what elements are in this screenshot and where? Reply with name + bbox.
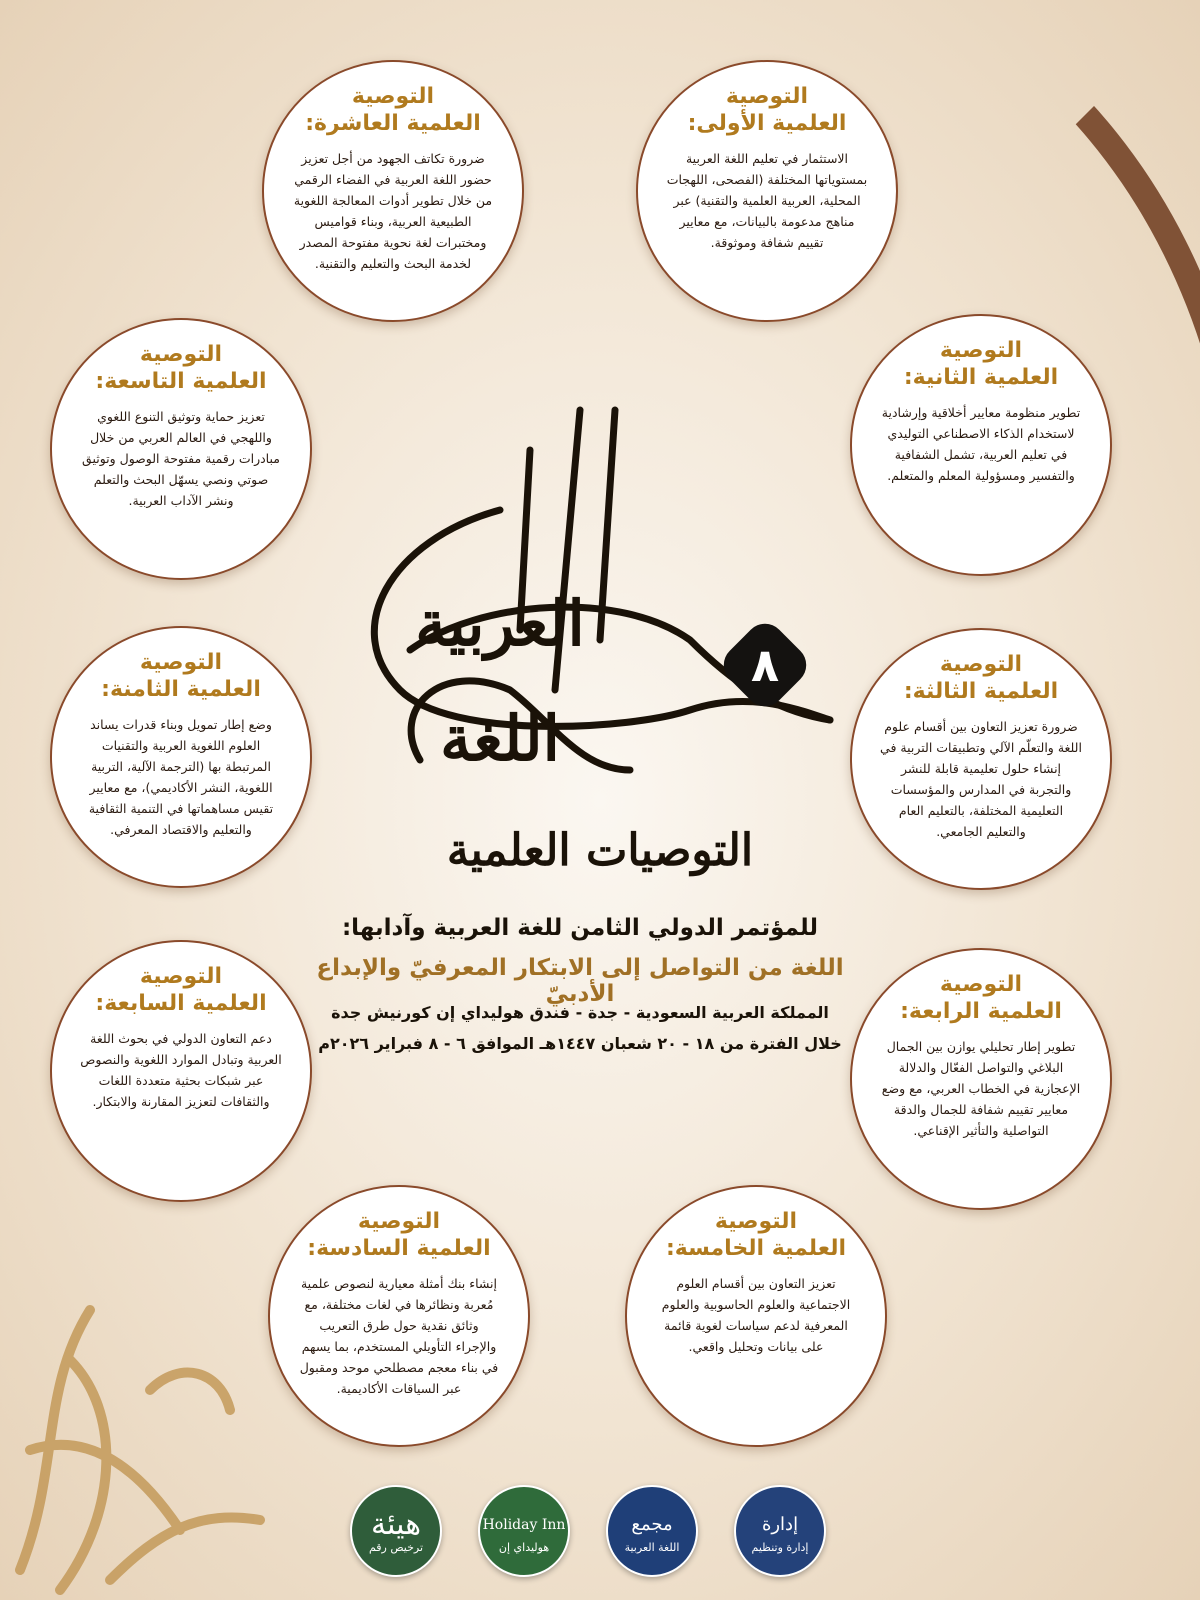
recommendation-body: وضع إطار تمويل وبناء قدرات يساند العلوم اللغوية العربية والتقنيات المرتبطة بها (الترجمة الآلية، التربية اللغوية، النشر الأكاديمي)، مع معايير تقيس مساهماتها في التنمية الثقافية والتعليم والاقتصاد المعرفي. [88,717,274,837]
recommendation-title: العلمية التاسعة: [95,369,267,394]
edition-number-badge [715,615,815,715]
recommendation-body: تعزيز التعاون بين أقسام العلوم الاجتماعية والعلوم الحاسوبية والعلوم المعرفية لدعم سياسات لغوية قائمة على بيانات وتحليل واقعي. [661,1276,851,1354]
edition-number: ٨ [750,638,780,692]
recommendation-body: الاستثمار في تعليم اللغة العربية بمستوياتها المختلفة (الفصحى، اللهجات المحلية، العربية العلمية والتقنية) عبر مناهج مدعومة بالبيانات، مع معايير تقييم شفافة وموثوقة. [666,151,868,250]
recommendation-2 [850,314,1112,576]
recommendation-title: العلمية الثامنة: [101,677,261,702]
sponsor-logo-authority [350,1485,442,1577]
recommendation-title: العلمية السادسة: [307,1236,491,1261]
sponsor-logo-holiday-inn [478,1485,570,1577]
main-title: التوصيات العلمية [446,825,754,876]
recommendation-title: العلمية العاشرة: [305,111,481,136]
recommendation-header: التوصية [351,84,435,109]
recommendation-header: التوصية [357,1209,441,1234]
sponsor-logo-academy [606,1485,698,1577]
decorative-calligraphy [0,1270,300,1600]
conference-dates: خلال الفترة من ١٨ - ٢٠ شعبان ١٤٤٧هـ الموافق ٦ - ٨ فبراير ٢٠٢٦م [318,1034,842,1053]
recommendation-body: دعم التعاون الدولي في بحوث اللغة العربية وتبادل الموارد اللغوية والنصوص عبر شبكات بحثية متعددة اللغات والثقافات لتعزيز المقارنة والابتكار. [80,1031,282,1109]
recommendation-5 [625,1185,887,1447]
sponsor-logo-label: اللغة العربية [624,1540,680,1554]
conference-location: المملكة العربية السعودية - جدة - فندق هوليداي إن كورنيش جدة [331,1003,829,1022]
logo-word-2: اللغة [440,702,560,775]
recommendation-title: العلمية الرابعة: [900,999,1062,1024]
recommendation-6 [268,1185,530,1447]
recommendation-body: تعزيز حماية وتوثيق التنوع اللغوي واللهجي في العالم العربي من خلال مبادرات رقمية مفتوحة الوصول وتوثيق صوتي ونصي يسهّل البحث والتعلم ونشر الآداب العربية. [82,409,280,508]
recommendation-header: التوصية [139,650,223,675]
sponsor-logo-label: هوليداي إن [498,1540,550,1554]
recommendation-3 [850,628,1112,890]
recommendation-7 [50,940,312,1202]
recommendation-header: التوصية [939,652,1023,677]
sponsor-logo-organizer [734,1485,826,1577]
sponsor-logo-name: Holiday Inn [482,1516,566,1533]
recommendation-4 [850,948,1112,1210]
recommendation-header: التوصية [939,338,1023,363]
recommendation-body: ضرورة تكاتف الجهود من أجل تعزيز حضور اللغة العربية في الفضاء الرقمي من خلال تطوير أدوات المعالجة اللغوية الطبيعية العربية، وبناء قواميس ومختبرات لغة نحوية مفتوحة المصدر لخدمة البحث والتعليم والتقنية. [293,151,493,271]
sponsor-logo-name: هيئة [371,1506,422,1542]
recommendation-1 [636,60,898,322]
recommendation-10 [262,60,524,322]
recommendation-header: التوصية [139,964,223,989]
recommendation-body: تطوير إطار تحليلي يوازن بين الجمال البلاغي والتواصل الفعّال والدلالة الإعجازية في الخطاب العربي، مع وضع معايير تقييم شفافة للجمال والدقة التواصلية والتأثير الإقناعي. [881,1039,1081,1138]
recommendation-body: ضرورة تعزيز التعاون بين أقسام علوم اللغة والتعلّم الآلي وتطبيقات التربية في إنشاء حلول تعليمية قابلة للنشر والتجربة في المدارس والمؤسسات التعليمية المختلفة، بالتعليم العام والتعليم الجامعي. [880,719,1082,839]
recommendation-header: التوصية [714,1209,798,1234]
recommendation-title: العلمية الثانية: [903,365,1059,390]
conference-theme: اللغة من التواصل إلى الابتكار المعرفيّ والإبداع الأدبيّ [316,955,844,1007]
recommendation-body: إنشاء بنك أمثلة معيارية لنصوص علمية مُعربة ونظائرها في لغات مختلفة، مع وثائق نقدية حول طرق التعريب والإجراء التأويلي المستخدم، بما يسهم في بناء معجم مصطلحي موحد ومقبول عبر السياقات الأكاديمية. [299,1276,499,1396]
recommendation-header: التوصية [939,972,1023,997]
recommendation-title: العلمية الأولى: [687,111,847,136]
logo-word-1: العربية [415,587,585,660]
conference-calligraphy-logo [330,390,850,810]
recommendation-header: التوصية [725,84,809,109]
sponsor-logo-name: مجمع [631,1513,673,1535]
conference-subtitle: للمؤتمر الدولي الثامن للغة العربية وآدابها: [341,915,818,941]
sponsor-logo-name: إدارة [761,1513,799,1535]
sponsor-logo-label: إدارة وتنظيم [751,1540,809,1554]
recommendation-title: العلمية الخامسة: [666,1236,846,1261]
recommendation-body: تطوير منظومة معايير أخلاقية وإرشادية لاستخدام الذكاء الاصطناعي التوليدي في تعليم العربية، تشمل الشفافية والتفسير ومسؤولية المعلم والمتعلم. [881,405,1081,483]
recommendation-8 [50,626,312,888]
recommendation-9 [50,318,312,580]
recommendation-title: العلمية السابعة: [95,991,267,1016]
sponsor-logo-label: ترخيص رقم [368,1540,424,1554]
recommendation-title: العلمية الثالثة: [903,679,1059,704]
recommendation-header: التوصية [139,342,223,367]
